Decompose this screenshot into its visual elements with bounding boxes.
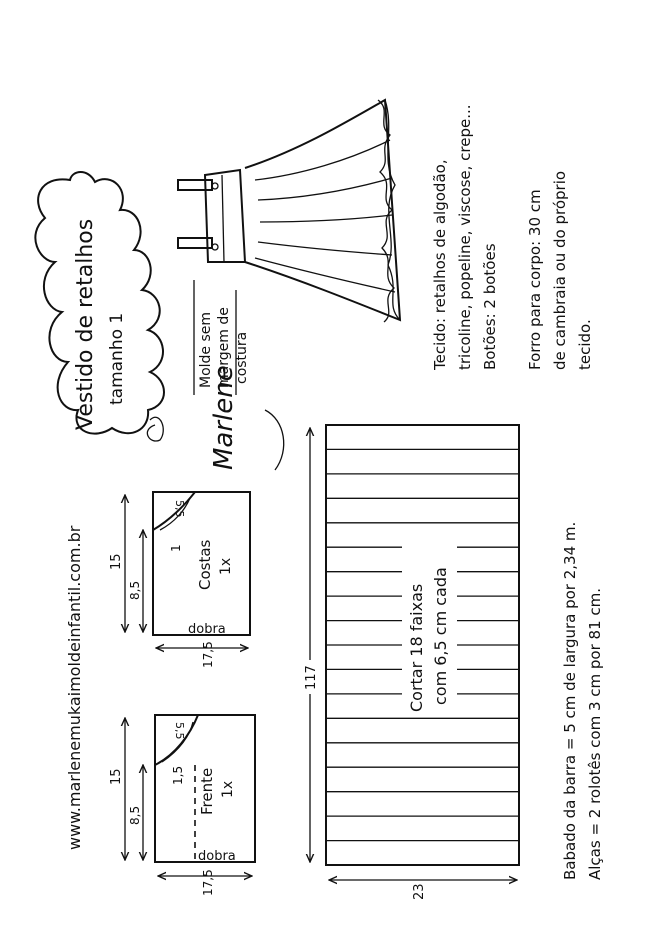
dress-illustration: [178, 100, 400, 322]
back-piece-qty: 1x: [218, 557, 234, 575]
skirt-instruction-1: Cortar 18 faixas: [407, 583, 426, 712]
straps-note: Alças = 2 rolotês com 3 cm por 81 cm.: [586, 587, 604, 880]
svg-text:1,5: [171, 766, 185, 785]
signature-text: Marlene: [209, 365, 239, 470]
front-piece-label: Frente: [198, 767, 216, 815]
svg-text:Forro para corpo: 30 cm: [526, 189, 544, 370]
svg-text:Marlene: [209, 365, 239, 470]
svg-text:8,5: [128, 806, 142, 825]
svg-text:1: [169, 544, 183, 552]
lining-line-2: de cambraia ou do próprio: [551, 170, 569, 370]
fabric-line-1: Tecido: retalhos de algodão,: [431, 159, 449, 370]
svg-text:www.marlenemukaimoldeinfantil.: [65, 525, 84, 850]
back-piece-label: Costas: [196, 539, 214, 590]
skirt-height-label: 23: [412, 883, 427, 900]
skirt-length-label: 117: [304, 665, 319, 690]
cloud-outline: [35, 172, 164, 434]
svg-text:5,5: [173, 500, 186, 518]
svg-text:1x: [218, 558, 234, 575]
svg-text:tecido.: [576, 319, 594, 370]
skirt-instruction-2: com 6,5 cm cada: [431, 567, 450, 705]
title-cloud: [35, 172, 164, 434]
front-piece-qty: 1x: [220, 780, 236, 798]
svg-text:Tecido: retalhos de algodão,: [431, 159, 449, 371]
front-armhole-label: 1,5: [171, 765, 185, 785]
svg-text:tamanho 1: [107, 313, 127, 405]
materials-list: [431, 104, 594, 371]
back-neck-label: 5,5: [173, 500, 186, 518]
note-line-3: costura: [234, 331, 250, 384]
front-side-label: 17,5: [201, 869, 215, 896]
footer-notes: [561, 522, 604, 880]
svg-text:dobra: [198, 849, 236, 864]
svg-text:Babado da barra = 5 cm de larg: [561, 522, 579, 880]
note-line-1: Molde sem: [198, 311, 214, 388]
back-width-label: 15: [109, 553, 124, 570]
svg-text:17,5: [201, 641, 215, 668]
title-line-1: Vestido de retalhos: [73, 218, 98, 430]
svg-text:Vestido de retalhos: [73, 219, 98, 430]
svg-text:Botões: 2 botões: [481, 243, 499, 370]
svg-text:15: [109, 553, 124, 570]
skirt-strips-piece: [300, 425, 519, 900]
back-side-label: 17,5: [201, 641, 215, 668]
svg-text:dobra: [188, 622, 226, 637]
back-height-label: 8,5: [128, 580, 142, 600]
svg-text:com 6,5 cm cada: [431, 567, 450, 705]
signature: [147, 365, 283, 470]
back-pattern-piece: [109, 492, 250, 668]
note-line-2: margem de: [216, 307, 232, 388]
front-width-label: 15: [109, 768, 124, 785]
svg-text:117: [304, 665, 319, 690]
svg-text:de cambraia ou do próprio: [551, 171, 569, 370]
front-neck-label: 5,5: [173, 722, 186, 740]
svg-text:1x: [220, 781, 236, 798]
svg-text:tricoline, popeline, viscose,: [456, 104, 474, 370]
front-height-label: 8,5: [128, 805, 142, 825]
svg-text:Costas: [196, 539, 214, 590]
front-fold-label: dobra: [198, 849, 236, 864]
website-url: www.marlenemukaimoldeinfantil.com.br: [65, 525, 84, 850]
svg-text:Cortar 18 faixas: [407, 584, 426, 712]
svg-text:17,5: [201, 869, 215, 896]
svg-text:5,5: [173, 722, 186, 740]
buttons-line: Botões: 2 botões: [481, 243, 499, 370]
title-line-2: tamanho 1: [107, 312, 127, 405]
fabric-line-2: tricoline, popeline, viscose, crepe...: [456, 104, 474, 370]
front-pattern-piece: [109, 715, 255, 896]
lining-line-1: Forro para corpo: 30 cm: [526, 189, 544, 370]
back-armhole-label: 1: [169, 544, 183, 552]
lining-line-3: tecido.: [576, 319, 594, 370]
svg-text:Frente: [198, 768, 216, 815]
back-fold-label: dobra: [188, 622, 226, 637]
svg-text:8,5: [128, 581, 142, 600]
svg-text:23: [412, 883, 427, 900]
svg-text:Alças = 2 rolotês com 3 cm por: [586, 588, 604, 880]
svg-text:15: [109, 768, 124, 785]
ruffle-note: Babado da barra = 5 cm de largura por 2,34 m.: [561, 521, 579, 880]
